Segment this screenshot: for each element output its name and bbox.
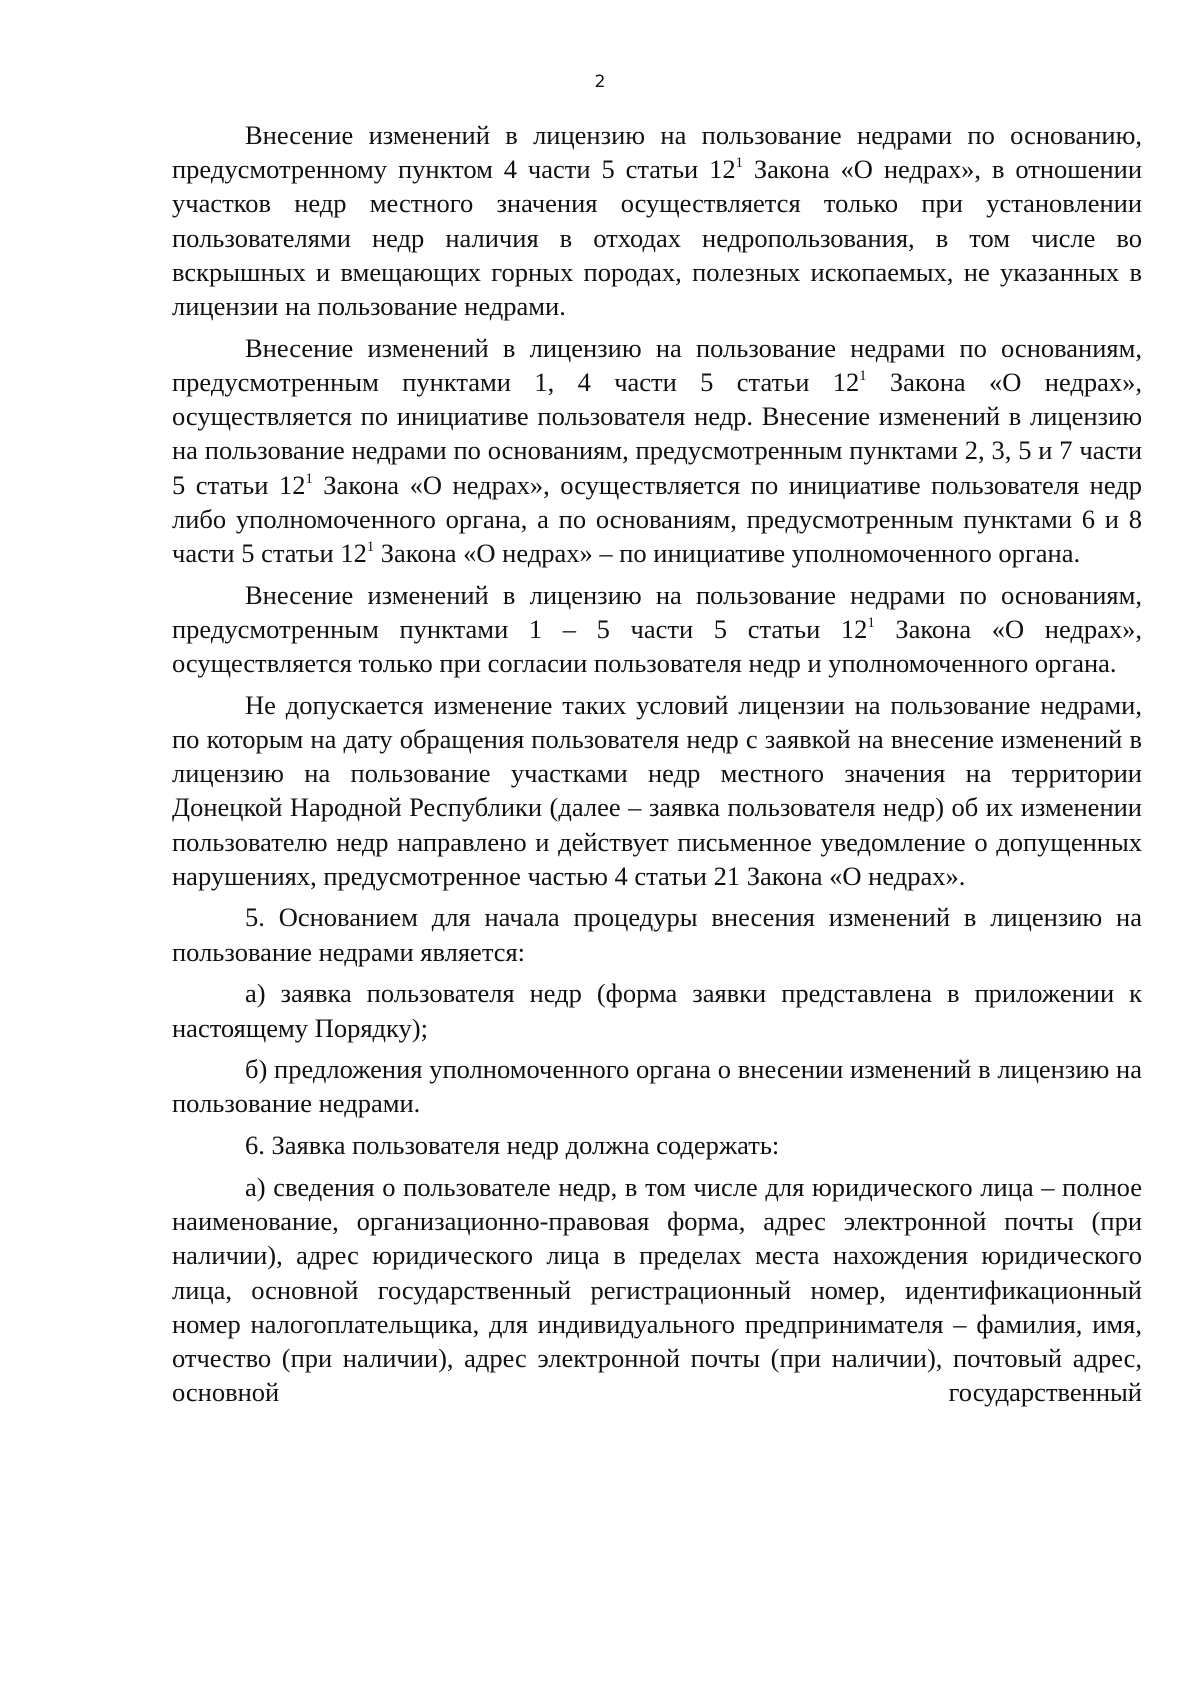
superscript: 1 [735, 155, 743, 172]
paragraph: а) заявка пользователя недр (форма заявки представлена в приложении к настоящему Порядку); [172, 978, 1142, 1043]
paragraph: Внесение изменений в лицензию на пользование недрами по основаниям, предусмотренным пунктами 1, 4 части 5 статьи $12^1$ Закона «О недрах», осуществляется по инициативе пользователя недр. Внесение изменений в лицензию на пользование недрами по основаниям, предусмотренным пунктами 2, 3, 5 и 7 части 5 статьи $12^1$ Закона «О недрах», осуществляется по инициативе пользователя недр либо уполномоченного органа, а по основаниям, предусмотренным пунктами 6 и 8 части 5 статьи $12^1$ Закона «О недрах» – по инициативе уполномоченного органа. [172, 332, 1143, 568]
paragraph: Не допускается изменение таких условий лицензии на пользование недрами, по которым на дату обращения пользователя недр с заявкой на внесение изменений в лицензию на пользование участками недр местного значения на территории Донецкой Народной Республики (далее – заявка пользователя недр) об их изменении пользователю недр направлено и действует письменное уведомление о допущенных нарушениях, предусмотренное частью 4 статьи 21 Закона «О недрах». [172, 689, 1142, 891]
paragraph: б) предложения уполномоченного органа о внесении изменений в лицензию на пользование недрами. [172, 1054, 1142, 1119]
document-body [172, 118, 1142, 1417]
superscript: 1 [859, 368, 867, 384]
superscript: 1 [366, 539, 375, 556]
paragraph: 6. Заявка пользователя недр должна содержать: [245, 1130, 780, 1161]
superscript: 1 [867, 614, 875, 631]
paragraph: Внесение изменений в лицензию на пользование недрами по основанию, предусмотренному пунктом 4 части 5 статьи $12^1$ Закона «О недрах», в отношении участков недр местного значения осуществляется только при установлении пользователями недр наличия в отходах недропользования, в том числе во вскрышных и вмещающих горных породах, полезных ископаемых, не указанных в лицензии на пользование недрами. [172, 120, 1142, 322]
paragraph: а) сведения о пользователе недр, в том числе для юридического лица – полное наименование, организационно-правовая форма, адрес электронной почты (при наличии), адрес юридического лица в пределах места нахождения юридического лица, основной государственный регистрационный номер, идентификационный номер налогоплательщика, для индивидуального предпринимателя – фамилия, имя, отчество (при наличии), адрес электронной почты (при наличии), почтовый адрес, основной государственный [172, 1171, 1142, 1408]
page-number: 2 [594, 72, 606, 92]
paragraph: Внесение изменений в лицензию на пользование недрами по основаниям, предусмотренным пунктами 1 – 5 части 5 статьи $12^1$ Закона «О недрах», осуществляется только при согласии пользователя недр и уполномоченного органа. [172, 579, 1142, 679]
superscript: 1 [305, 470, 313, 487]
paragraph: 5. Основанием для начала процедуры внесения изменений в лицензию на пользование недрами является: [172, 902, 1142, 967]
